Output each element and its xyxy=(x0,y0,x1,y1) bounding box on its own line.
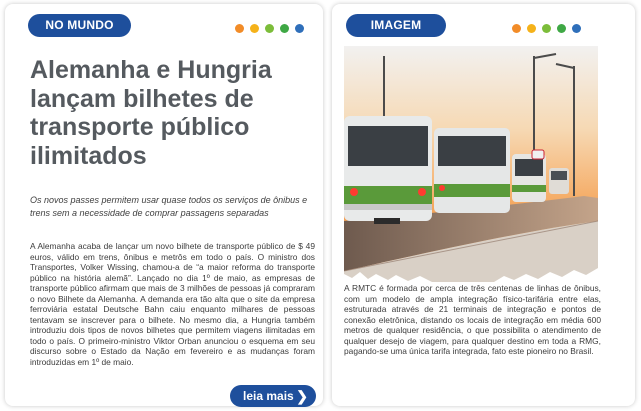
article-body: A Alemanha acaba de lançar um novo bilhete de transporte público de $ 49 euros, válido em trens, ônibus e metrôs em todo o país. O ministro dos Transportes, Volker Wissing, chamou-a de “a maior reforma do transporte público na história alemã”. Lançado no dia 1º de maio, as empresas de transporte público afirmam que mais de 3 milhões de pessoas já compraram o novo Bilhete da Alemanha. A demanda era tão alta que o site da empresa ferroviária estatal Deutsche Bahn caiu enquanto milhares de pessoas tentavam se inscrever para o bilhete. No mesmo dia, a Hungria também introduziu dois tipos de novos bilhetes que permitem viagens ilimitadas em todo o país. O primeiro-ministro Viktor Orban anunciou o esquema em seu discurso sobre o Estado da Nação em fevereiro e as mudanças foram introduzidas em 1º de maio. xyxy=(30,241,315,367)
section-label: IMAGEM xyxy=(346,14,446,37)
decorative-dots xyxy=(235,24,304,33)
decorative-dots xyxy=(512,24,581,33)
dot-green xyxy=(280,24,289,33)
dot-orange xyxy=(235,24,244,33)
news-card xyxy=(5,4,323,406)
read-more-button[interactable] xyxy=(230,385,316,407)
headline: Alemanha e Hungria lançam bilhetes de transporte público ilimitados xyxy=(30,56,272,170)
dot-blue xyxy=(572,24,581,33)
dot-lightgreen xyxy=(265,24,274,33)
dot-blue xyxy=(295,24,304,33)
dot-yellow xyxy=(250,24,259,33)
photo-caption: A RMTC é formada por cerca de três centenas de linhas de ônibus, com um modelo de ampla integração físico-tarifária entre elas, estruturada através de 21 terminais de integração e pontos de conexão eletrônica, distando os locais de integração em média 600 metros de qualquer residência, o que possibilita o atendimento de qualquer desejo de viagem, para qualquer destino em toda a RMG, pagando-se uma única tarifa integrada, fato este pioneiro no Brasil. xyxy=(344,283,601,356)
dot-lightgreen xyxy=(542,24,551,33)
chevron-right-icon: ❯ xyxy=(296,388,308,404)
image-of-day-card xyxy=(332,4,635,406)
read-more-label: leia mais xyxy=(243,389,294,403)
dot-yellow xyxy=(527,24,536,33)
dot-green xyxy=(557,24,566,33)
dot-orange xyxy=(512,24,521,33)
section-label: NO MUNDO xyxy=(28,14,131,37)
subtitle: Os novos passes permitem usar quase todos os serviços de ônibus e trens sem a necessidade de comprar passagens separadas xyxy=(30,195,308,218)
bus-corridor-photo xyxy=(344,46,598,282)
